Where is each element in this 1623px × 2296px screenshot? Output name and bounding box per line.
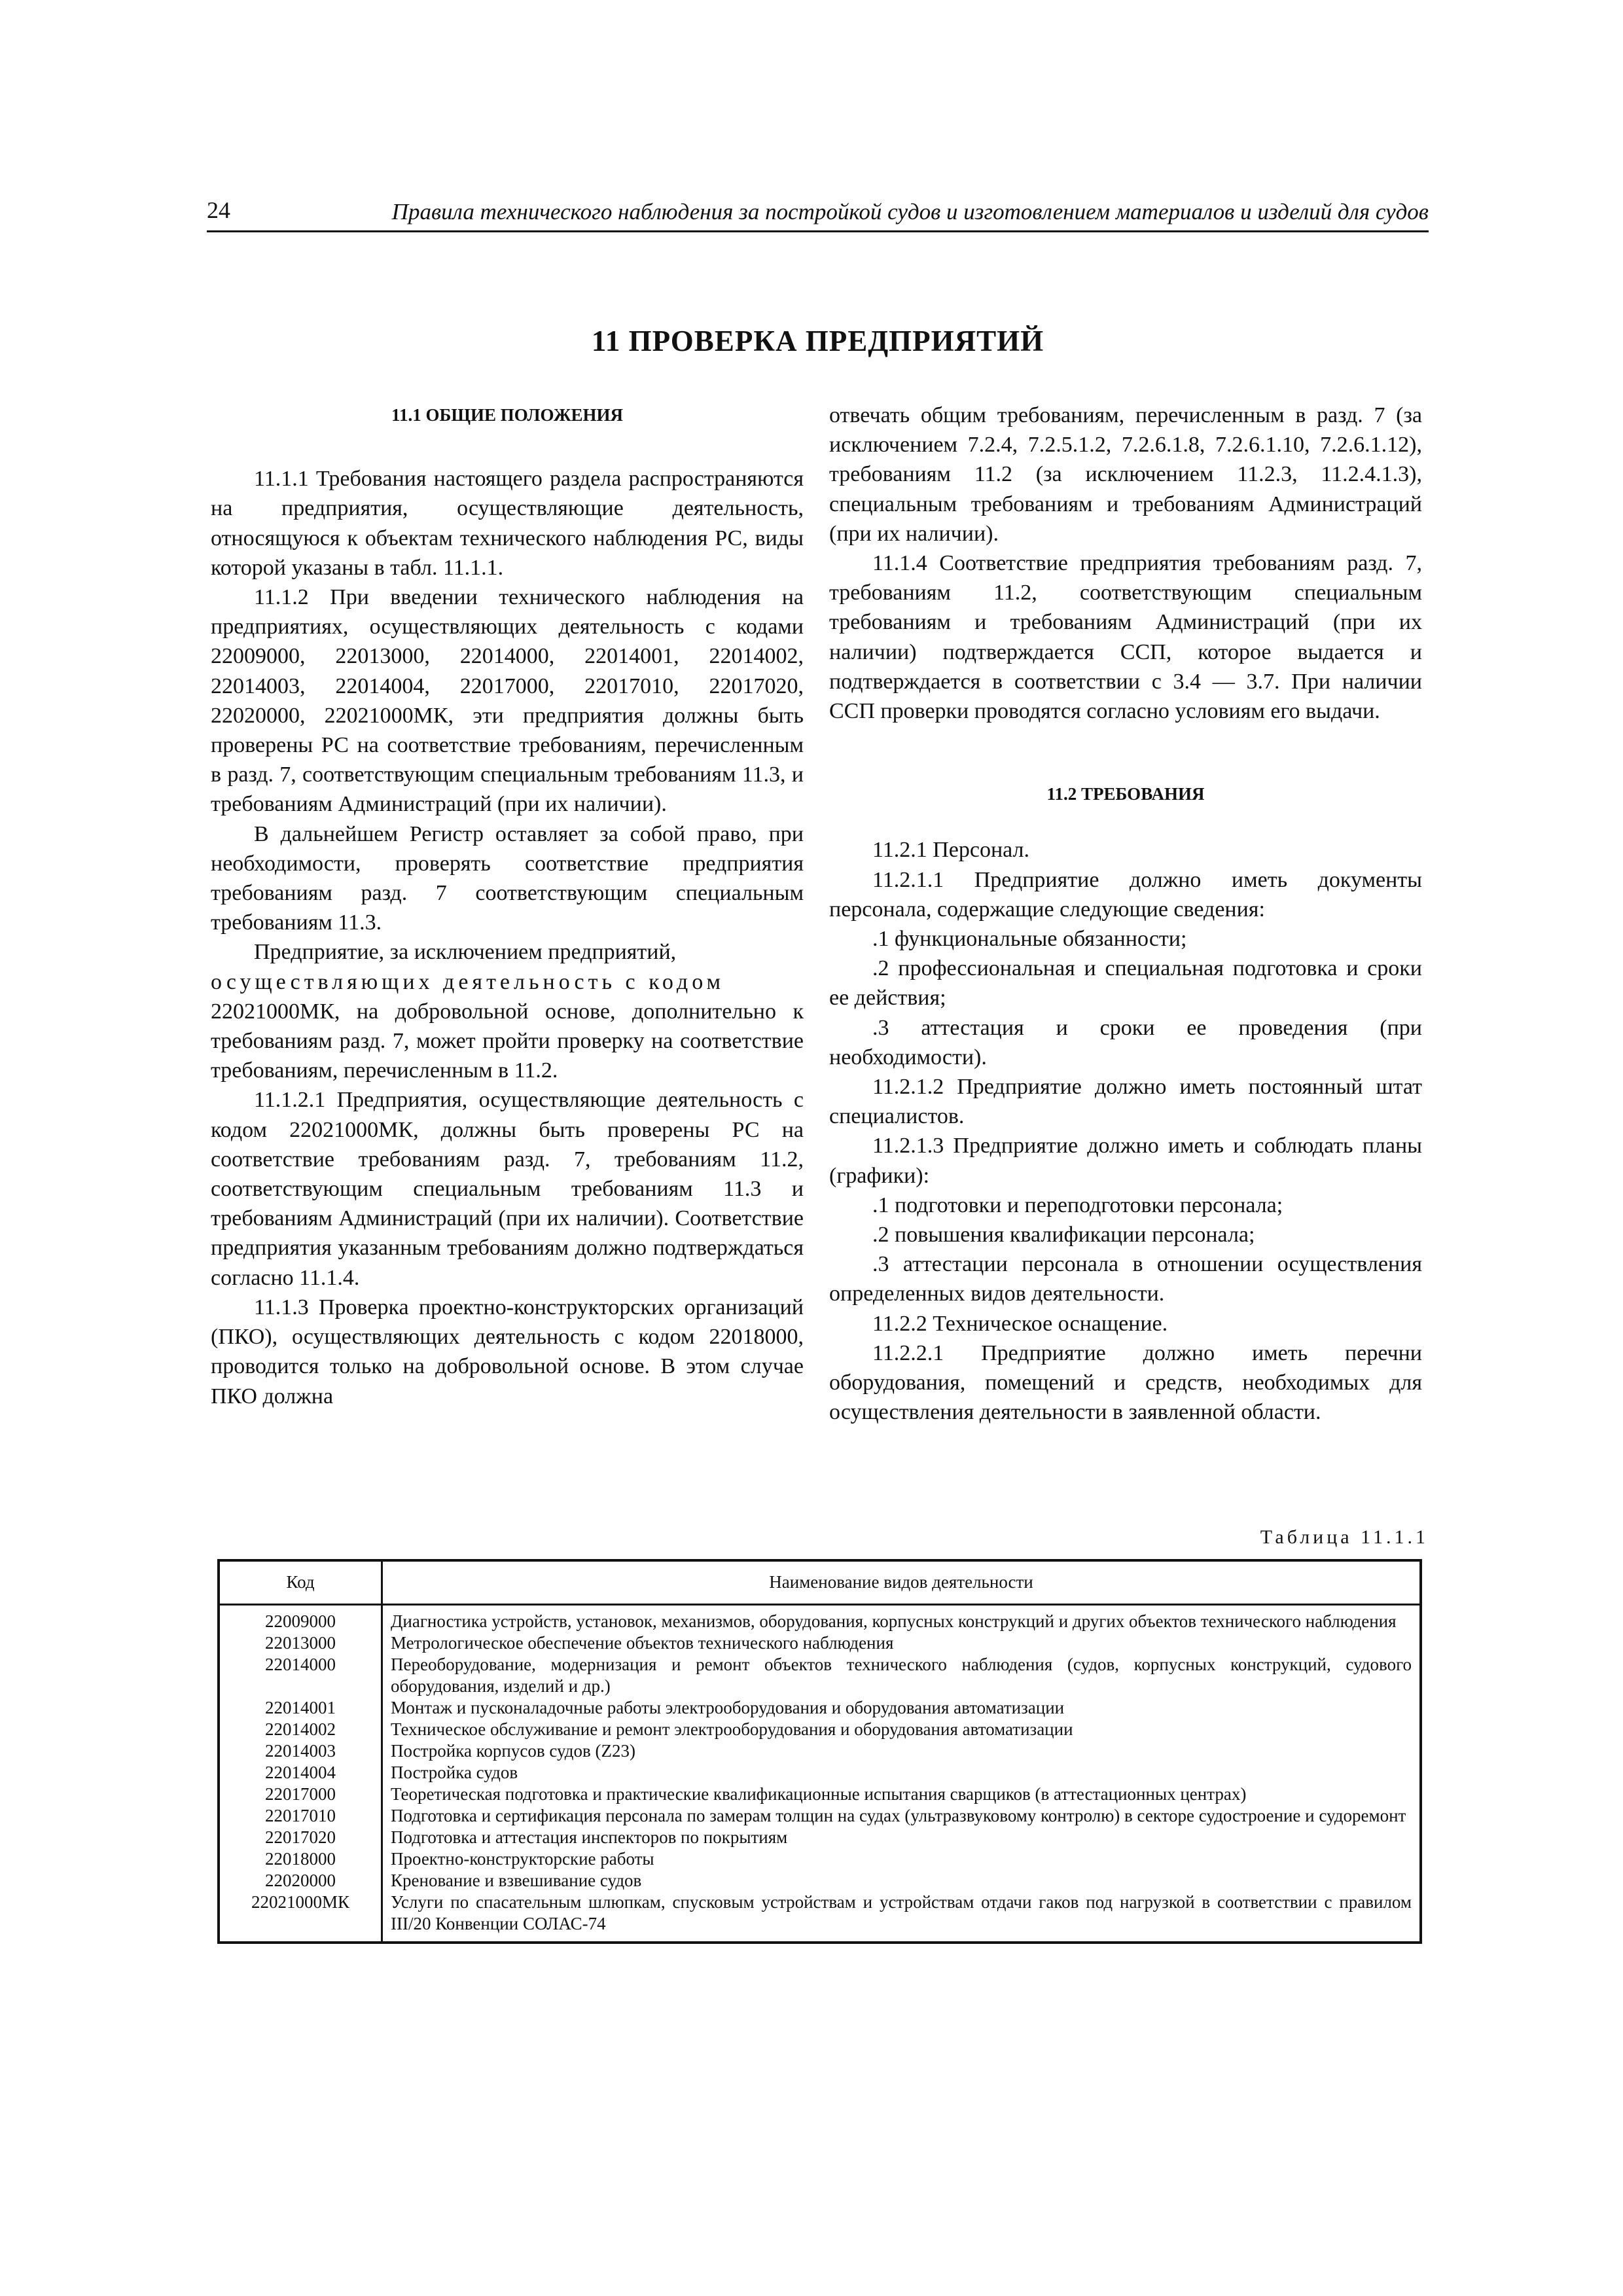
- cell-name: Метрологическое обеспечение объектов технического наблюдения: [391, 1633, 894, 1653]
- cell-code: 22017010: [219, 1805, 382, 1827]
- table-row: [219, 1719, 1421, 1740]
- list-item: .1 подготовки и переподготовки персонала;: [872, 1193, 1283, 1217]
- cell-name: Диагностика устройств, установок, механизмов, оборудования, корпусных конструкций и других объектов технического наблюдения: [391, 1611, 1397, 1631]
- cell-name: Кренование и взвешивание судов: [391, 1871, 642, 1890]
- list-item: .3 аттестации персонала в отношении осуществления определенных видов деятельности.: [829, 1252, 1422, 1306]
- cell-code: 22013000: [219, 1632, 382, 1654]
- cell-name: Теоретическая подготовка и практические квалификационные испытания сварщиков (в аттестационных центрах): [391, 1784, 1247, 1804]
- cell-code: 22014003: [219, 1740, 382, 1762]
- paragraph-registry-right: В дальнейшем Регистр оставляет за собой право, при необходимости, проверять соответствие предприятия требованиям разд. 7 соответствующим специальным требованиям 11.3.: [211, 821, 804, 935]
- spacer: [829, 809, 1422, 835]
- header-rule: [207, 230, 1429, 232]
- cell-name: Услуги по спасательным шлюпкам, спусковым устройствам и устройствам отдачи гаков под нагрузкой в соответствии с правилом III/20 Конвенции СОЛАС-74: [391, 1892, 1412, 1933]
- cell-code: 22014001: [219, 1697, 382, 1719]
- cell-code: 22017020: [219, 1827, 382, 1848]
- paragraph-11-1-2-1: 11.1.2.1 Предприятия, осуществляющие деятельность с кодом 22021000МК, должны быть проверены РС на соответствие требованиям разд. 7, требованиям 11.2, соответствующим специальным требованиям 11.3 и требованиям Администраций (при их наличии). Соответствие предприятия указанным требованиям должно подтверждаться согласно 11.1.4.: [211, 1088, 804, 1290]
- cell-name: Подготовка и аттестация инспекторов по покрытиям: [391, 1827, 788, 1847]
- cell-code: 22020000: [219, 1870, 382, 1892]
- paragraph-continued: отвечать общим требованиям, перечисленным в разд. 7 (за исключением 7.2.4, 7.2.5.1.2, 7.2.6.1.8, 7.2.6.1.10, 7.2.6.1.12), требованиям 11.2 (за исключением 11.2.3, 11.2.4.1.3), специальным требованиям и требованиям Администраций (при их наличии).: [829, 403, 1422, 546]
- section-heading-11-2: 11.2 ТРЕБОВАНИЯ: [1046, 784, 1205, 804]
- table-row: [219, 1605, 1421, 1633]
- list-item: .2 профессиональная и специальная подготовка и сроки ее действия;: [829, 956, 1422, 1011]
- list-item: .3 аттестация и сроки ее проведения (при необходимости).: [829, 1015, 1422, 1069]
- paragraph-11-1-4: 11.1.4 Соответствие предприятия требованиям разд. 7, требованиям 11.2, соответствующим специальным требованиям и требованиям Администраций (при их наличии) подтверждается ССП, которое выдается и подтверждается в соответствии с 3.4 — 3.7. При наличии ССП проверки проводятся согласно условиям его выдачи.: [829, 551, 1422, 724]
- cell-name: Переоборудование, модернизация и ремонт объектов технического наблюдения (судов, корпусных конструкций, судового оборудования, изделий и др.): [391, 1655, 1412, 1696]
- paragraph-11-2-2-1: 11.2.2.1 Предприятие должно иметь перечни оборудования, помещений и средств, необходимых для осуществления деятельности в заявленной области.: [829, 1340, 1422, 1425]
- left-column: [211, 401, 804, 1411]
- paragraph-voluntary-line-2: осуществляющих деятельность с кодом: [211, 969, 725, 994]
- cell-name: Проектно-конструкторские работы: [391, 1849, 654, 1869]
- list-item: .1 функциональные обязанности;: [872, 927, 1187, 952]
- cell-code: 22017000: [219, 1784, 382, 1805]
- table-row: [219, 1632, 1421, 1654]
- running-title: Правила технического наблюдения за постройкой судов и изготовлением материалов и изделий для судов: [391, 199, 1429, 224]
- spacer: [211, 430, 804, 464]
- paragraph-voluntary-rest: 22021000МК, на добровольной основе, дополнительно к требованиям разд. 7, может пройти проверку на соответствие требованиям, перечисленным в 11.2.: [211, 999, 804, 1083]
- paragraph-11-1-3: 11.1.3 Проверка проектно-конструкторских организаций (ПКО), осуществляющих деятельность с кодом 22018000, проводится только на добровольной основе. В этом случае ПКО должна: [211, 1295, 804, 1408]
- chapter-title: 11 ПРОВЕРКА ПРЕДПРИЯТИЙ: [591, 325, 1044, 357]
- cell-name: Техническое обслуживание и ремонт электрооборудования и оборудования автоматизации: [391, 1719, 1073, 1739]
- table-row: [219, 1870, 1421, 1892]
- paragraph-11-2-1: 11.2.1 Персонал.: [872, 838, 1030, 863]
- table-row: [219, 1848, 1421, 1870]
- spacer: [829, 726, 1422, 780]
- table-row: [219, 1784, 1421, 1805]
- section-heading-11-1: 11.1 ОБЩИЕ ПОЛОЖЕНИЯ: [391, 405, 624, 425]
- paragraph-11-1-1: 11.1.1 Требования настоящего раздела распространяются на предприятия, осуществляющие деятельность, относящуюся к объектам технического наблюдения РС, виды которой указаны в табл. 11.1.1.: [211, 467, 804, 580]
- header-code: Код: [219, 1560, 382, 1605]
- table-row: [219, 1762, 1421, 1784]
- table-row: [219, 1697, 1421, 1719]
- cell-code: 22009000: [219, 1605, 382, 1633]
- cell-code: 22014004: [219, 1762, 382, 1784]
- cell-name: Подготовка и сертификация персонала по замерам толщин на судах (ультразвуковому контролю) в секторе судостроение и судоремонт: [391, 1806, 1406, 1825]
- cell-name: Монтаж и пусконаладочные работы электрооборудования и оборудования автоматизации: [391, 1698, 1065, 1717]
- cell-code: 22014000: [219, 1654, 382, 1697]
- cell-code: 22018000: [219, 1848, 382, 1870]
- right-column: [829, 401, 1422, 1427]
- table-header-row: [219, 1560, 1421, 1605]
- paragraph-11-2-1-3: 11.2.1.3 Предприятие должно иметь и соблюдать планы (графики):: [829, 1134, 1422, 1188]
- list-item: .2 повышения квалификации персонала;: [872, 1223, 1255, 1247]
- activity-codes-table: [217, 1559, 1422, 1944]
- paragraph-11-1-2: 11.1.2 При введении технического наблюдения на предприятиях, осуществляющих деятельность с кодами 22009000, 22013000, 22014000, 22014001, 22014002, 22014003, 22014004, 22017000, 22017010, 22017020, 22020000, 22021000МК, эти предприятия должны быть проверены РС на соответствие требованиям, перечисленным в разд. 7, соответствующим специальным требованиям 11.3, и требованиям Администраций (при их наличии).: [211, 585, 804, 817]
- cell-code: 22014002: [219, 1719, 382, 1740]
- table-row: [219, 1654, 1421, 1697]
- table-row: [219, 1892, 1421, 1943]
- page-number: 24: [207, 197, 230, 223]
- cell-name: Постройка судов: [391, 1763, 518, 1782]
- table-row: [219, 1827, 1421, 1848]
- table-row: [219, 1805, 1421, 1827]
- paragraph-11-2-1-2: 11.2.1.2 Предприятие должно иметь постоянный штат специалистов.: [829, 1075, 1422, 1129]
- table-caption: Таблица 11.1.1: [1260, 1526, 1429, 1548]
- header-activity-name: Наименование видов деятельности: [382, 1560, 1421, 1605]
- paragraph-11-2-2: 11.2.2 Техническое оснащение.: [872, 1311, 1168, 1336]
- paragraph-voluntary-line-1: Предприятие, за исключением предприятий,: [254, 940, 677, 965]
- paragraph-11-2-1-1: 11.2.1.1 Предприятие должно иметь документы персонала, содержащие следующие сведения:: [829, 867, 1422, 922]
- table-row: [219, 1740, 1421, 1762]
- cell-code: 22021000МК: [219, 1892, 382, 1943]
- cell-name: Постройка корпусов судов (Z23): [391, 1741, 635, 1761]
